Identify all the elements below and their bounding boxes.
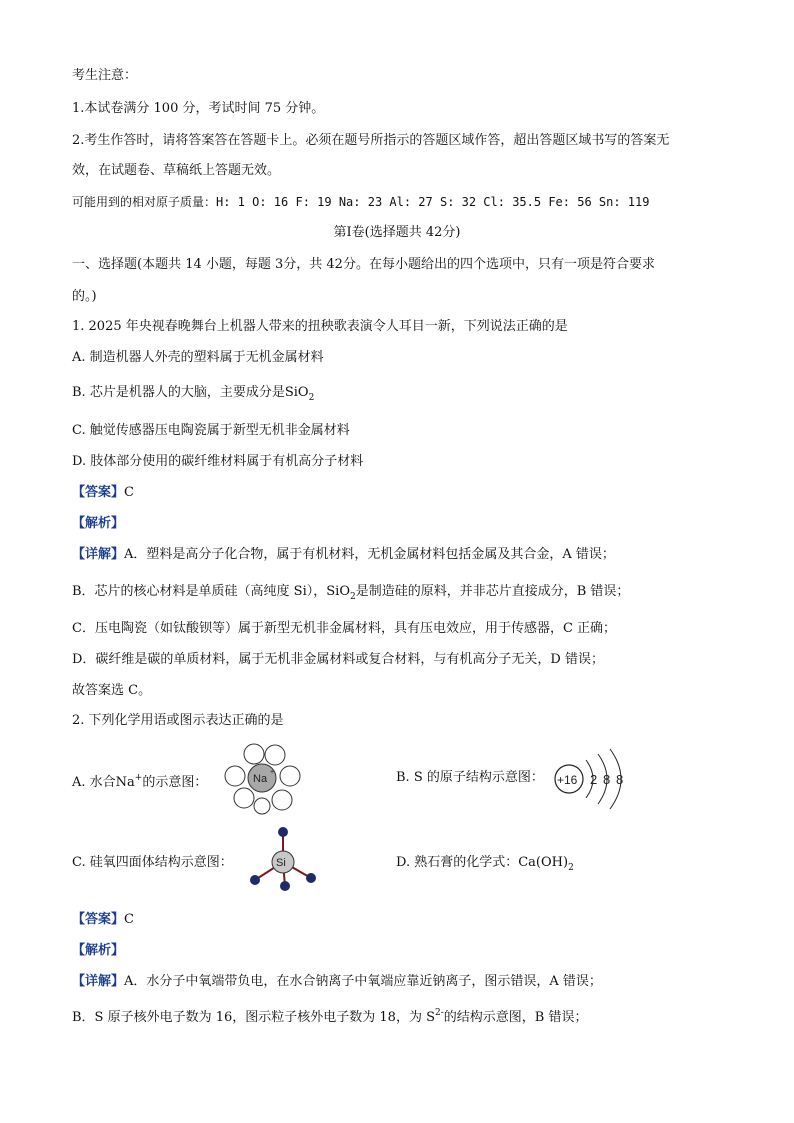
sodium-ion-charge: + (270, 769, 275, 776)
q1-answer-value: C (124, 485, 134, 500)
q1-detail-b-formula: SiO (326, 584, 350, 599)
q1-detail-c: C．压电陶瓷（如钛酸钡等）属于新型无机非金属材料，具有压电效应，用于传感器，C 正确； (72, 621, 617, 636)
q2-option-a (72, 770, 207, 791)
q2-detail-b (72, 1005, 587, 1026)
silicon-atom-label: Si (276, 857, 286, 869)
oxygen-atom (278, 827, 288, 837)
q1-detail-b-suffix: 是制造硅的原料，并非芯片直接成分，B 错误； (355, 584, 630, 599)
section-title: 第Ⅰ卷(选择题共 42分) (333, 225, 461, 240)
q2-option-d-subscript: 2 (568, 863, 574, 873)
q2-detail-a (72, 974, 602, 990)
q2-option-a-charge: + (134, 773, 143, 783)
q1-option-a: A. 制造机器人外壳的塑料属于无机金属材料 (72, 350, 324, 365)
q2-option-d-prefix: D. 熟石膏的化学式： (396, 855, 519, 870)
part-intro-line-1: 一、选择题(本题共 14 小题，每题 3分，共 42分。在每小题给出的四个选项中，只有一项是符合要求 (72, 257, 655, 272)
notice-heading: 考生注意： (72, 68, 138, 83)
silicon-oxygen-tetrahedron-diagram (245, 826, 325, 892)
q2-detail-b-suffix: 的结构示意图，B 错误； (443, 1010, 588, 1025)
q1-detail-b-text: B．芯片的核心材料是单质硅（高纯度 Si）， (72, 584, 327, 599)
q2-detail-b-text: B．S 原子核外电子数为 16，图示粒子核外电子数为 18，为 S (72, 1010, 435, 1025)
electron-shell-count: 8 (603, 772, 611, 787)
electron-shell-count: 8 (616, 772, 624, 787)
q1-stem: 1. 2025 年央视春晚舞台上机器人带来的扭秧歌表演令人耳目一新，下列说法正确的是 (72, 319, 568, 334)
q2-option-b: B. S 的原子结构示意图： (396, 770, 544, 785)
water-molecule (280, 766, 300, 786)
q2-option-c: C. 硅氧四面体结构示意图： (72, 855, 233, 870)
water-molecule (254, 798, 270, 814)
nucleus-charge: +16 (557, 773, 578, 787)
q1-option-b-formula: SiO (284, 385, 309, 400)
notice-item-1: 1.本试卷满分 100 分，考试时间 75 分钟。 (72, 101, 325, 116)
sodium-ion-label: Na (253, 773, 268, 785)
q2-detail-a-text: A．水分子中氧端带负电，在水合钠离子中氧端应靠近钠离子，图示错误，A 错误； (124, 974, 602, 989)
hydrated-sodium-diagram (220, 740, 305, 820)
oxygen-atom (250, 875, 260, 885)
atomic-masses: 可能用到的相对原子质量：H: 1 O: 16 F: 19 Na: 23 Al: 27 S: 32 Cl: 35.5 Fe: 56 Sn: 119 (72, 195, 650, 209)
q2-option-d-formula: Ca(OH) (518, 855, 569, 870)
q1-option-c: C. 触觉传感器压电陶瓷属于新型无机非金属材料 (72, 423, 350, 438)
q2-answer-label: 【答案】 (72, 912, 125, 927)
q1-analysis-label: 【解析】 (72, 516, 125, 531)
q1-detail-a (72, 547, 615, 563)
q2-option-d (396, 855, 574, 876)
sulfur-atom-diagram (550, 748, 640, 810)
q2-option-a-ion: Na (115, 775, 135, 790)
q1-detail-b-subscript: 2 (349, 592, 356, 602)
q2-answer (72, 912, 134, 928)
q1-detail-a-text: A．塑料是高分子化合物，属于有机材料，无机金属材料包括金属及其合金，A 错误； (124, 547, 615, 562)
electron-shell-count: 2 (590, 772, 598, 787)
q2-analysis-label: 【解析】 (72, 943, 125, 958)
q1-detail-label: 【详解】 (72, 547, 125, 562)
water-molecule (244, 744, 264, 764)
q2-detail-b-charge: 2- (434, 1008, 444, 1018)
q2-answer-value: C (124, 912, 134, 927)
water-molecule (265, 745, 285, 765)
water-molecule (234, 788, 254, 808)
q1-conclusion: 故答案选 C。 (72, 683, 152, 698)
q1-option-d: D. 肢体部分使用的碳纤维材料属于有机高分子材料 (72, 454, 364, 469)
notice-item-2-line-1: 2.考生作答时，请将答案答在答题卡上。必须在题号所指示的答题区域作答，超出答题区域书写的答案无 (72, 133, 670, 148)
q1-detail-d: D．碳纤维是碳的单质材料，属于无机非金属材料或复合材料，与有机高分子无关，D 错误； (72, 652, 604, 667)
oxygen-atom (280, 881, 290, 891)
part-intro-line-2: 的。) (72, 289, 97, 304)
notice-item-2-line-2: 效，在试题卷、草稿纸上答题无效。 (72, 163, 281, 178)
q2-stem: 2. 下列化学用语或图示表达正确的是 (72, 713, 284, 728)
q1-detail-b (72, 584, 629, 605)
q1-answer-label: 【答案】 (72, 485, 125, 500)
q2-option-a-suffix: 的示意图： (142, 775, 208, 790)
q1-option-b (72, 385, 314, 406)
q2-detail-label: 【详解】 (72, 974, 125, 989)
q1-answer (72, 485, 134, 501)
water-molecule (272, 790, 292, 810)
q2-option-a-prefix: A. 水合 (72, 775, 116, 790)
oxygen-atom (306, 873, 316, 883)
water-molecule (225, 766, 245, 786)
q1-option-b-subscript: 2 (308, 393, 315, 403)
q1-option-b-text: B. 芯片是机器人的大脑，主要成分是 (72, 385, 285, 400)
